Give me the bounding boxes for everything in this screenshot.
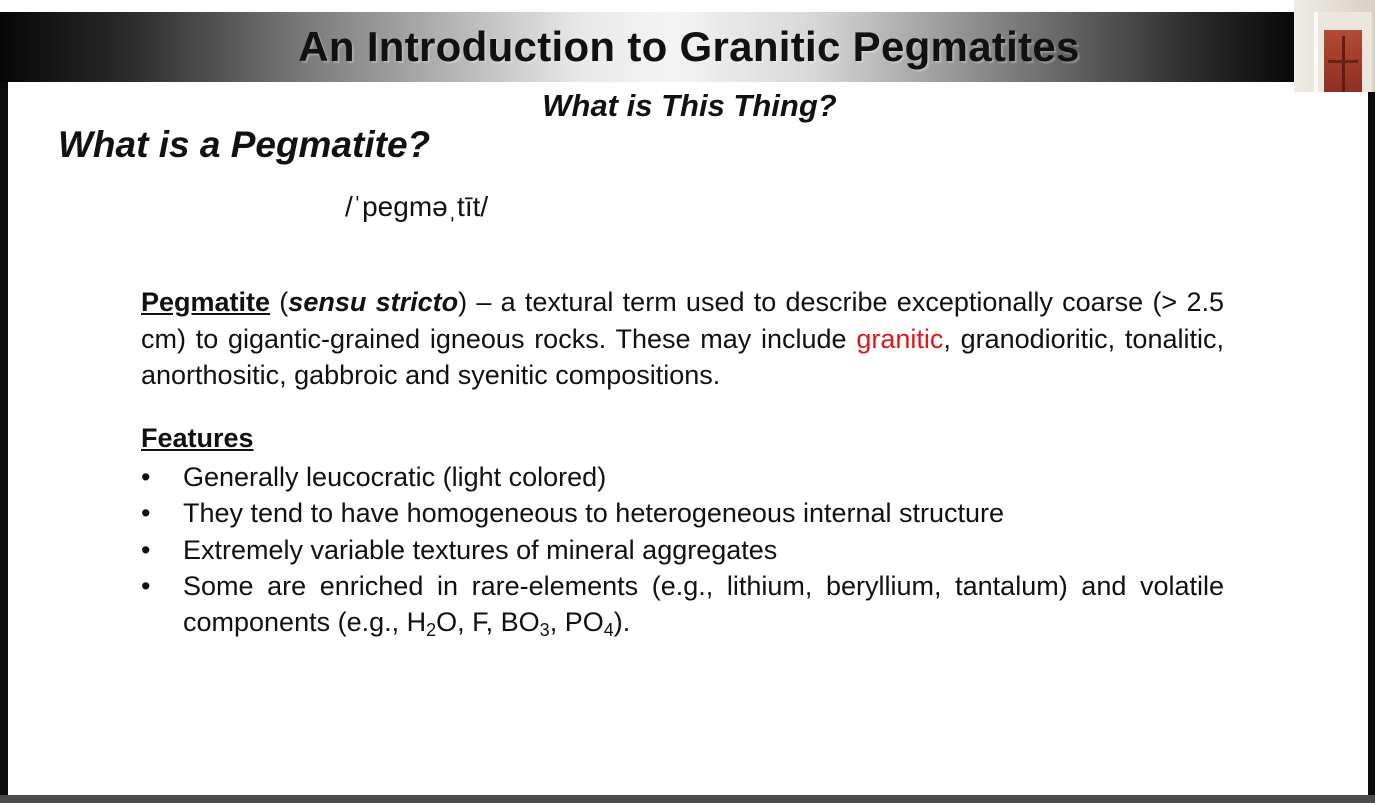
definition-text-1: ) – a textural term used to describe exceptionally coarse (> 2.5 cm) to gigantic-grained igneous rocks. These may include [141, 287, 1224, 354]
list-item [141, 459, 1224, 495]
feature-text: Generally leucocratic (light colored) [183, 462, 607, 492]
slide-subtitle [0, 88, 1375, 124]
features-heading: Features [141, 423, 254, 453]
feature-text-part: , PO [549, 607, 604, 638]
webcam-thumbnail [1294, 0, 1375, 92]
slide-subtitle-text: What is This Thing? [542, 88, 837, 123]
section-heading: What is a Pegmatite? [58, 124, 431, 165]
list-item [141, 495, 1224, 531]
bullet: • [141, 462, 151, 492]
bullet: • [141, 498, 151, 529]
feature-text: Extremely variable textures of mineral aggregates [183, 534, 778, 565]
bullet: • [141, 534, 151, 565]
left-window-edge [0, 12, 8, 803]
feature-text-part: O, F, BO [436, 607, 540, 638]
features-list [141, 459, 1224, 640]
feature-text [183, 570, 1224, 641]
title-banner [0, 12, 1294, 82]
top-strip [0, 0, 1375, 12]
list-item [141, 532, 1224, 568]
right-window-edge [1368, 92, 1375, 803]
subscript: 3 [539, 620, 550, 641]
definition-paren-open: ( [270, 287, 289, 317]
subscript: 2 [426, 620, 437, 641]
feature-text-part: ). [613, 607, 631, 638]
webcam-door-rail [1328, 60, 1358, 63]
slide-title: An Introduction to Granitic Pegmatites [298, 23, 1080, 70]
feature-text-part: Some are enriched in rare-elements (e.g., lithium, beryllium, tantalum) and volatile components (e.g., H [183, 570, 1224, 638]
webcam-door-line [1342, 36, 1345, 92]
definition-highlight: granitic [856, 323, 944, 354]
feature-text: They tend to have homogeneous to heterogeneous internal structure [183, 498, 1005, 529]
subscript: 4 [603, 620, 614, 641]
definition-term: Pegmatite [141, 287, 271, 317]
definition-paragraph [141, 284, 1224, 394]
definition-qualifier: sensu stricto [288, 287, 459, 317]
pronunciation: /ˈpegməˌtīt/ [345, 191, 489, 222]
bullet: • [141, 570, 151, 601]
definition-text-2: , granodioritic, tonalitic, anorthositic, gabbroic and syenitic compositions. [141, 323, 1224, 390]
list-item [141, 568, 1224, 641]
bottom-bar [0, 795, 1375, 803]
